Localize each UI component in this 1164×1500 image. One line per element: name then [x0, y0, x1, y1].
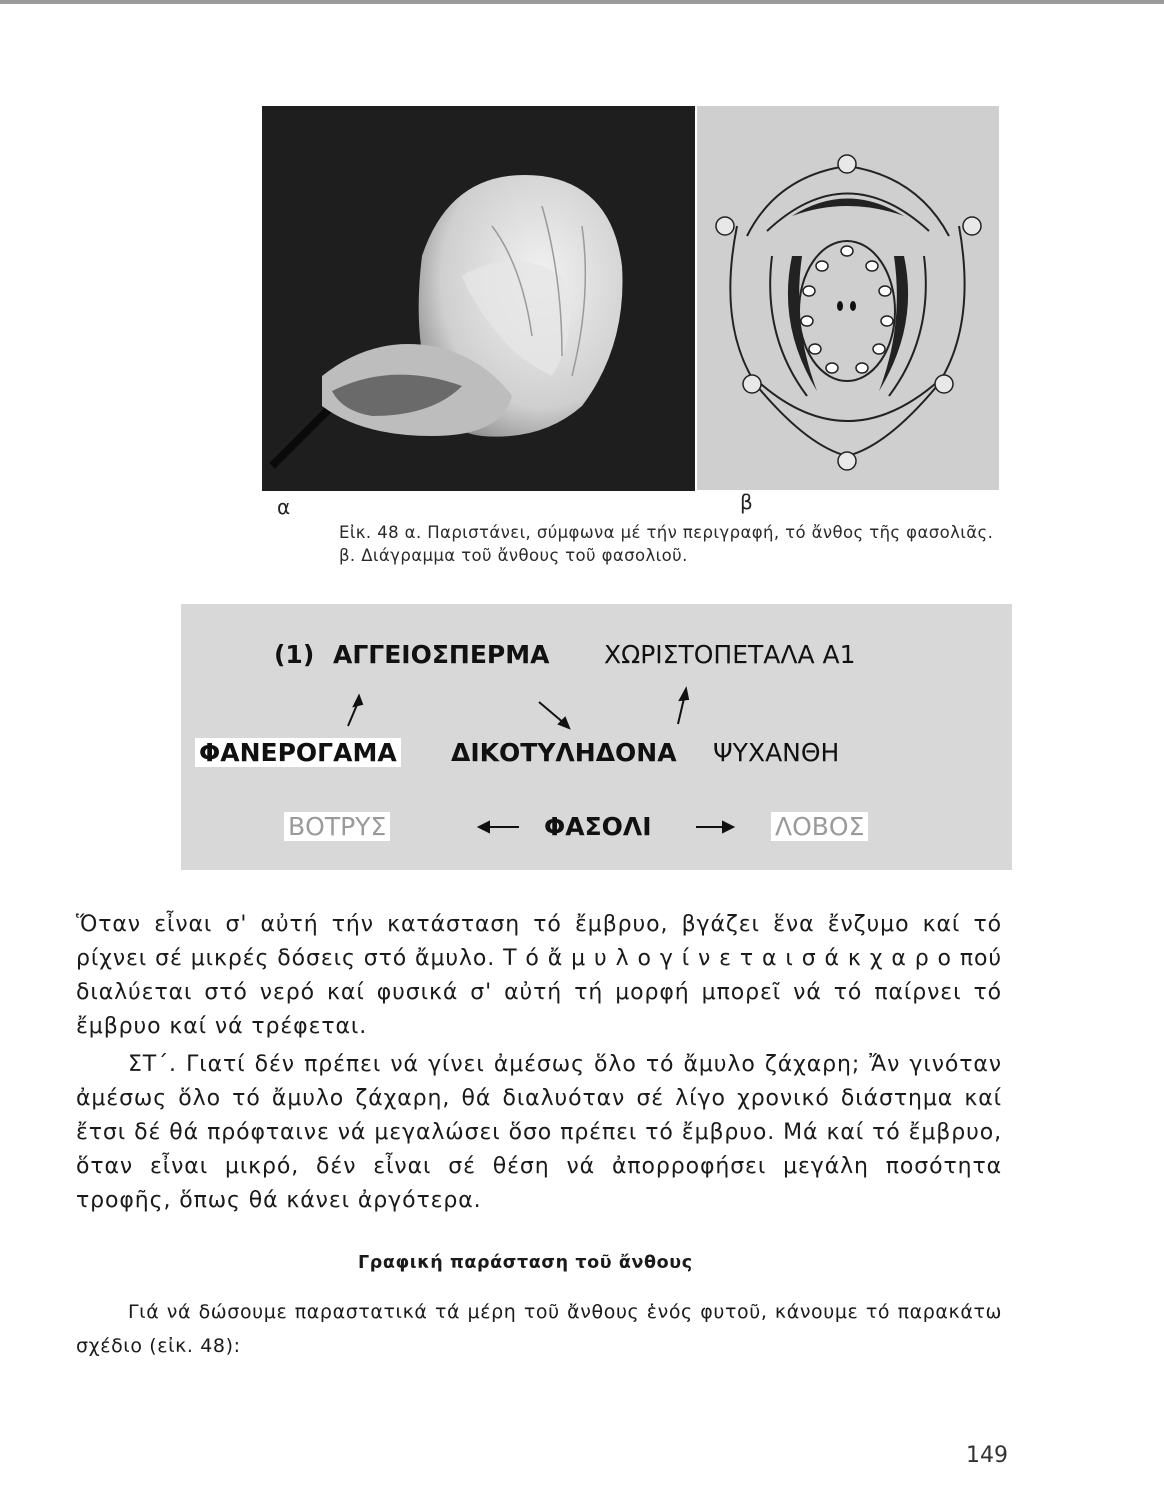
- arrow-left-icon: [479, 822, 489, 832]
- section-heading: Γραφική παράσταση τοῦ ἄνθους: [358, 1253, 693, 1273]
- class-angiosperms: ΑΓΓΕΙΟΣΠΕΡΜΑ: [333, 640, 550, 669]
- class-raceme: ΒΟΤΡΥΣ: [284, 812, 390, 841]
- paragraph-enzyme-text: Ὅταν εἶναι σ' αὐτή τήν κατάσταση τό ἔμβρυο, βγάζει ἕνα ἔνζυμο καί τό ρίχνει σέ μικρές δόσεις στό ἄμυλο. Τ ό ἄ μ υ λ ο γ ί ν ε τ α ι σ ά κ χ α ρ ο πού διαλύεται στό νερό καί φυσικά σ' αὐτή τή μορφή μπορεῖ νά τό παίρνει τό ἔμβρυο καί νά τρέφεται.: [76, 912, 1002, 1039]
- class-phanerogams: ΦΑΝΕΡΟΓΑΜΑ: [195, 738, 401, 767]
- class-pod: ΛΟΒΟΣ: [771, 812, 868, 841]
- page-top-edge: [0, 0, 1164, 4]
- class-number: (1): [274, 640, 315, 669]
- bean-flower-photo: [262, 106, 695, 491]
- paragraph-diagram-intro-text: Γιά νά δώσουμε παραστατικά τά μέρη τοῦ ἄνθους ἑνός φυτοῦ, κάνουμε τό παρακάτω σχέδιο (εἰκ. 48):: [76, 1301, 1002, 1357]
- class-bean: ΦΑΣΟΛΙ: [544, 812, 652, 841]
- floral-diagram-drawing: [697, 106, 999, 490]
- arrow-up-left-icon: [354, 696, 362, 706]
- bean-flower-drawing: [262, 106, 695, 491]
- figure-label-a: α: [277, 495, 291, 519]
- figure-caption: Εἰκ. 48 α. Παριστάνει, σύμφωνα μέ τήν περιγραφή, τό ἄνθος τῆς φασολιᾶς. β. Διάγραμμα τοῦ ἄνθους τοῦ φασολιοῦ.: [339, 523, 994, 565]
- class-choripetalae: ΧΩΡΙΣΤΟΠΕΤΑΛΑ Α1: [604, 640, 856, 669]
- arrow-up-right-icon: [680, 689, 688, 700]
- page-number: 149: [966, 1443, 1008, 1468]
- floral-diagram: [697, 106, 999, 490]
- figure-label-b: β: [740, 490, 753, 514]
- class-papilionaceae: ΨΥΧΑΝΘΗ: [713, 738, 840, 767]
- paragraph-starch-text: ΣΤ΄. Γιατί δέν πρέπει νά γίνει ἀμέσως ὅλο τό ἄμυλο ζάχαρη; Ἄν γινόταν ἀμέσως ὅλο τό ἄμυλο ζάχαρη, θά διαλυόταν σέ λίγο χρονικό διάστημα καί ἔτσι δέ θά πρόφταινε νά μεγαλώσει ὅσο πρέπει τό ἔμβρυο. Μά καί τό ἔμβρυο, ὅταν εἶναι μικρό, δέν εἶναι σέ θέση νά ἀπορροφήσει μεγάλη ποσότητα τροφῆς, ὅπως θά κάνει ἀργότερα.: [76, 1052, 1002, 1213]
- class-dicotyledons: ΔΙΚΟΤΥΛΗΔΟΝΑ: [451, 738, 677, 767]
- classification-box: [181, 604, 1012, 870]
- paragraph-starch: [76, 1048, 1002, 1218]
- arrow-right-icon: [723, 822, 733, 832]
- paragraph-diagram-intro: [76, 1295, 1002, 1363]
- paragraph-enzyme: [76, 908, 1002, 1044]
